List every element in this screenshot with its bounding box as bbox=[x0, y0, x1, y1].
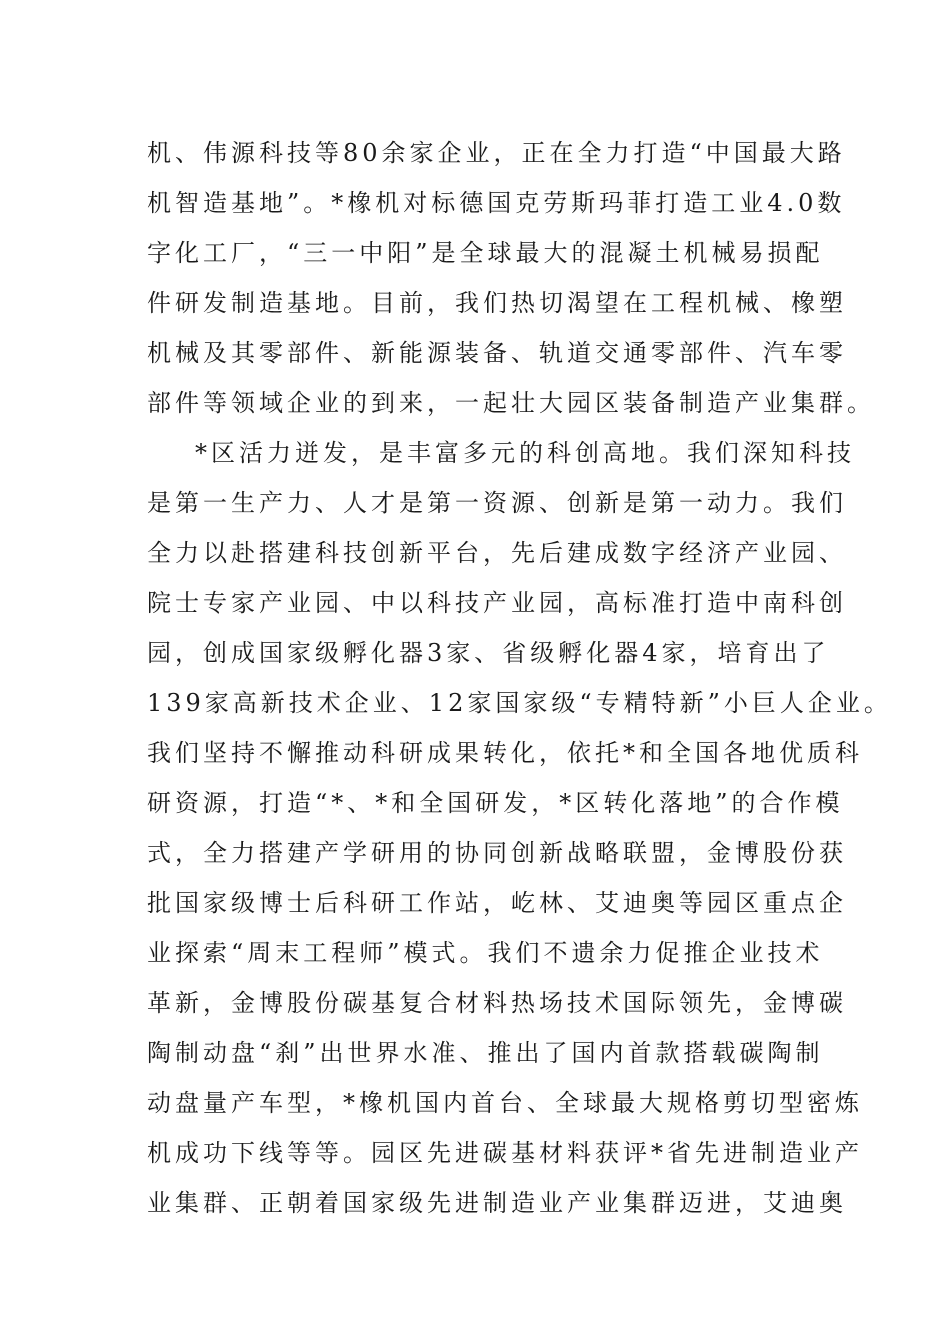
body-text bbox=[147, 128, 892, 1228]
text-line: 部件等领域企业的到来，一起壮大园区装备制造产业集群。 bbox=[147, 389, 875, 417]
text-line: 机成功下线等等。园区先进碳基材料获评*省先进制造业产 bbox=[147, 1139, 863, 1167]
text-line: 件研发制造基地。目前，我们热切渴望在工程机械、橡塑 bbox=[147, 289, 847, 317]
text-line: 我们坚持不懈推动科研成果转化，依托*和全国各地优质科 bbox=[147, 739, 863, 767]
text-line: 院士专家产业园、中以科技产业园，高标准打造中南科创 bbox=[147, 589, 847, 617]
text-line: 业集群、正朝着国家级先进制造业产业集群迈进，艾迪奥 bbox=[147, 1189, 847, 1217]
text-line: 全力以赴搭建科技创新平台，先后建成数字经济产业园、 bbox=[147, 539, 847, 567]
text-line: 动盘量产车型，*橡机国内首台、全球最大规格剪切型密炼 bbox=[147, 1089, 863, 1117]
text-line: 机、伟源科技等80余家企业，正在全力打造“中国最大路 bbox=[147, 139, 846, 167]
text-line: 是第一生产力、人才是第一资源、创新是第一动力。我们 bbox=[147, 489, 847, 517]
paragraph-start-line: *区活力迸发，是丰富多元的科创高地。我们深知科技 bbox=[195, 439, 855, 467]
text-line: 业探索“周末工程师”模式。我们不遗余力促推企业技术 bbox=[147, 939, 824, 967]
text-line: 机械及其零部件、新能源装备、轨道交通零部件、汽车零 bbox=[147, 339, 847, 367]
text-line: 式，全力搭建产学研用的协同创新战略联盟，金博股份获 bbox=[147, 839, 847, 867]
text-line: 园，创成国家级孵化器3家、省级孵化器4家，培育出了 bbox=[147, 639, 830, 667]
text-line: 陶制动盘“刹”出世界水准、推出了国内首款搭载碳陶制 bbox=[147, 1039, 824, 1067]
text-line: 机智造基地”。*橡机对标德国克劳斯玛菲打造工业4.0数 bbox=[147, 189, 846, 217]
text-line: 革新，金博股份碳基复合材料热场技术国际领先，金博碳 bbox=[147, 989, 847, 1017]
text-line: 研资源，打造“*、*和全国研发，*区转化落地”的合作模 bbox=[147, 789, 844, 817]
text-line: 139家高新技术企业、12家国家级“专精特新”小巨人企业。 bbox=[147, 689, 892, 717]
text-line: 字化工厂，“三一中阳”是全球最大的混凝土机械易损配 bbox=[147, 239, 824, 267]
text-line: 批国家级博士后科研工作站，屹林、艾迪奥等园区重点企 bbox=[147, 889, 847, 917]
